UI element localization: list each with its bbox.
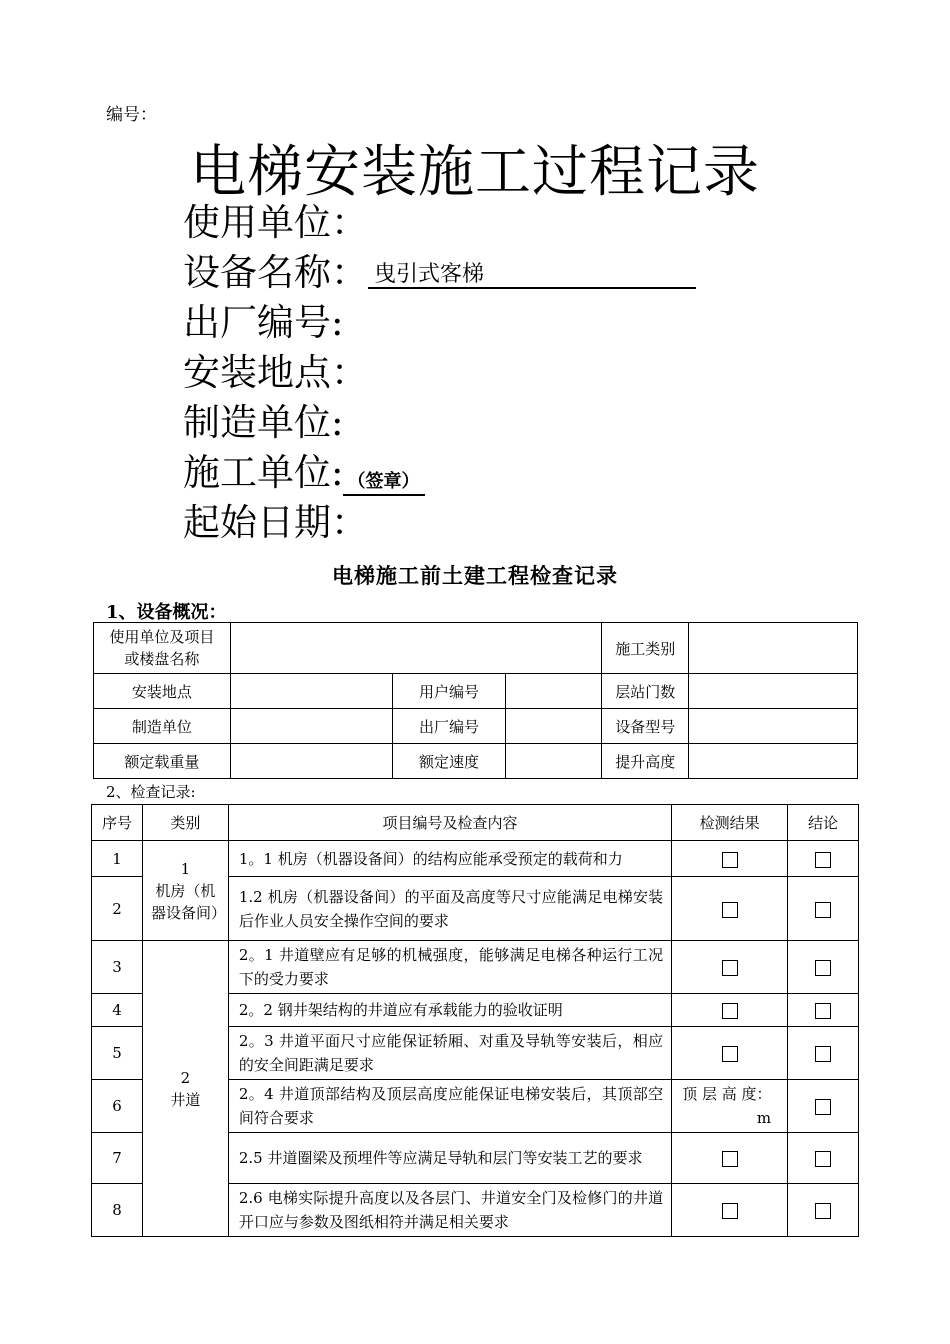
- row-content: 1。1 机房（机器设备间）的结构应能承受预定的载荷和力: [228, 841, 671, 877]
- conclusion-cell: [788, 941, 859, 994]
- result-checkbox[interactable]: [722, 1003, 738, 1019]
- lift-height-value: [689, 744, 858, 779]
- field-equipment-name: [183, 248, 696, 298]
- result-cell: [672, 1184, 788, 1237]
- user-number-label: 用户编号: [392, 674, 506, 709]
- equipment-name-value: 曳引式客梯: [368, 263, 696, 289]
- user-number-value: [506, 674, 602, 709]
- table-row: [92, 941, 859, 994]
- row-seq: 3: [92, 941, 143, 994]
- construction-type-value: [689, 623, 858, 674]
- header-conclusion: 结论: [788, 805, 859, 841]
- category-number: 1: [180, 859, 191, 878]
- manufacturer-value: [230, 709, 392, 744]
- row-content: 2。3 井道平面尺寸应能保证轿厢、对重及导轨等安装后，相应的安全间距满足要求: [228, 1027, 671, 1080]
- user-unit-value: [230, 623, 601, 674]
- conclusion-cell: [788, 1184, 859, 1237]
- row-content: 2.6 电梯实际提升高度以及各层门、井道安全门及检修门的井道开口应与参数及图纸相符并满足相关要求: [228, 1184, 671, 1237]
- conclusion-cell: [788, 841, 859, 877]
- category-name: 井道: [170, 1090, 201, 1109]
- equipment-overview-table: [93, 622, 858, 779]
- inspection-title: 电梯施工前土建工程检查记录: [332, 563, 618, 588]
- seal-placeholder: （签章）: [343, 470, 425, 496]
- field-start-date: [183, 498, 368, 548]
- field-manufacturer: [183, 398, 343, 448]
- install-location-label: 安装地点: [94, 674, 231, 709]
- row-content: 2。2 钢井架结构的井道应有承载能力的验收证明: [228, 994, 671, 1027]
- floor-station-door-label: 层站门数: [602, 674, 689, 709]
- field-factory-number: [183, 298, 343, 348]
- construction-type-label: 施工类别: [602, 623, 689, 674]
- manufacturer-label: 制造单位: [94, 709, 231, 744]
- conclusion-cell: [788, 1080, 859, 1133]
- row-seq: 2: [92, 877, 143, 941]
- field-construction-unit: [183, 448, 425, 498]
- conclusion-checkbox[interactable]: [815, 960, 831, 976]
- conclusion-cell: [788, 877, 859, 941]
- section-overview-title: 1、设备概况：: [106, 602, 227, 623]
- row-seq: 6: [92, 1080, 143, 1133]
- field-label: 出厂编号:: [183, 301, 344, 344]
- result-cell: [672, 1027, 788, 1080]
- top-floor-height-label: 顶 层 高 度：: [682, 1085, 772, 1103]
- rated-speed-value: [506, 744, 602, 779]
- header-category: 类别: [142, 805, 228, 841]
- conclusion-cell: [788, 994, 859, 1027]
- conclusion-checkbox[interactable]: [815, 1203, 831, 1219]
- height-unit: m: [756, 1109, 772, 1127]
- result-checkbox[interactable]: [722, 960, 738, 976]
- result-cell: [672, 841, 788, 877]
- row-content: 1.2 机房（机器设备间）的平面及高度等尺寸应能满足电梯安装后作业人员安全操作空间的要求: [228, 877, 671, 941]
- rated-load-value: [230, 744, 392, 779]
- result-checkbox[interactable]: [722, 852, 738, 868]
- row-seq: 7: [92, 1133, 143, 1184]
- row-seq: 1: [92, 841, 143, 877]
- field-label: 制造单位:: [183, 401, 344, 444]
- factory-number-label: 出厂编号: [392, 709, 506, 744]
- row-content: 2.5 井道圈梁及预埋件等应满足导轨和层门等安装工艺的要求: [228, 1133, 671, 1184]
- field-user-unit: [183, 198, 368, 248]
- row-seq: 5: [92, 1027, 143, 1080]
- conclusion-cell: [788, 1027, 859, 1080]
- page-title: 电梯安装施工过程记录: [190, 140, 760, 205]
- top-floor-height-cell: [672, 1080, 788, 1133]
- result-checkbox[interactable]: [722, 1151, 738, 1167]
- category-shaft: [142, 941, 228, 1237]
- result-checkbox[interactable]: [722, 902, 738, 918]
- category-machine-room: [142, 841, 228, 941]
- lift-height-label: 提升高度: [602, 744, 689, 779]
- result-cell: [672, 877, 788, 941]
- row-content: 2。4 井道顶部结构及顶层高度应能保证电梯安装后，其顶部空间符合要求: [228, 1080, 671, 1133]
- field-label: 安装地点：: [183, 351, 368, 394]
- floor-station-door-value: [689, 674, 858, 709]
- row-seq: 8: [92, 1184, 143, 1237]
- field-label: 使用单位：: [183, 201, 368, 244]
- serial-number-label: 编号：: [106, 105, 157, 125]
- conclusion-checkbox[interactable]: [815, 1046, 831, 1062]
- category-name: 机房（机器设备间）: [150, 881, 226, 922]
- result-cell: [672, 1133, 788, 1184]
- conclusion-checkbox[interactable]: [815, 1151, 831, 1167]
- rated-speed-label: 额定速度: [392, 744, 506, 779]
- factory-number-value: [506, 709, 602, 744]
- result-cell: [672, 994, 788, 1027]
- conclusion-checkbox[interactable]: [815, 1099, 831, 1115]
- equipment-model-label: 设备型号: [602, 709, 689, 744]
- row-seq: 4: [92, 994, 143, 1027]
- header-result: 检测结果: [672, 805, 788, 841]
- header-content: 项目编号及检查内容: [228, 805, 671, 841]
- result-checkbox[interactable]: [722, 1203, 738, 1219]
- field-label: 起始日期：: [183, 501, 368, 544]
- section-records-title: 2、检查记录:: [106, 783, 196, 801]
- field-install-location: [183, 348, 368, 398]
- conclusion-checkbox[interactable]: [815, 852, 831, 868]
- install-location-value: [230, 674, 392, 709]
- user-unit-label: 使用单位及项目或楼盘名称: [94, 623, 231, 674]
- row-content: 2。1 井道壁应有足够的机械强度，能够满足电梯各种运行工况下的受力要求: [228, 941, 671, 994]
- conclusion-cell: [788, 1133, 859, 1184]
- field-label: 施工单位:: [183, 451, 344, 494]
- result-cell: [672, 941, 788, 994]
- field-label: 设备名称：: [183, 251, 368, 294]
- equipment-model-value: [689, 709, 858, 744]
- rated-load-label: 额定载重量: [94, 744, 231, 779]
- inspection-record-table: [91, 804, 859, 1237]
- header-seq: 序号: [92, 805, 143, 841]
- conclusion-checkbox[interactable]: [815, 902, 831, 918]
- category-number: 2: [180, 1068, 191, 1087]
- table-row: [92, 841, 859, 877]
- conclusion-checkbox[interactable]: [815, 1003, 831, 1019]
- result-checkbox[interactable]: [722, 1046, 738, 1062]
